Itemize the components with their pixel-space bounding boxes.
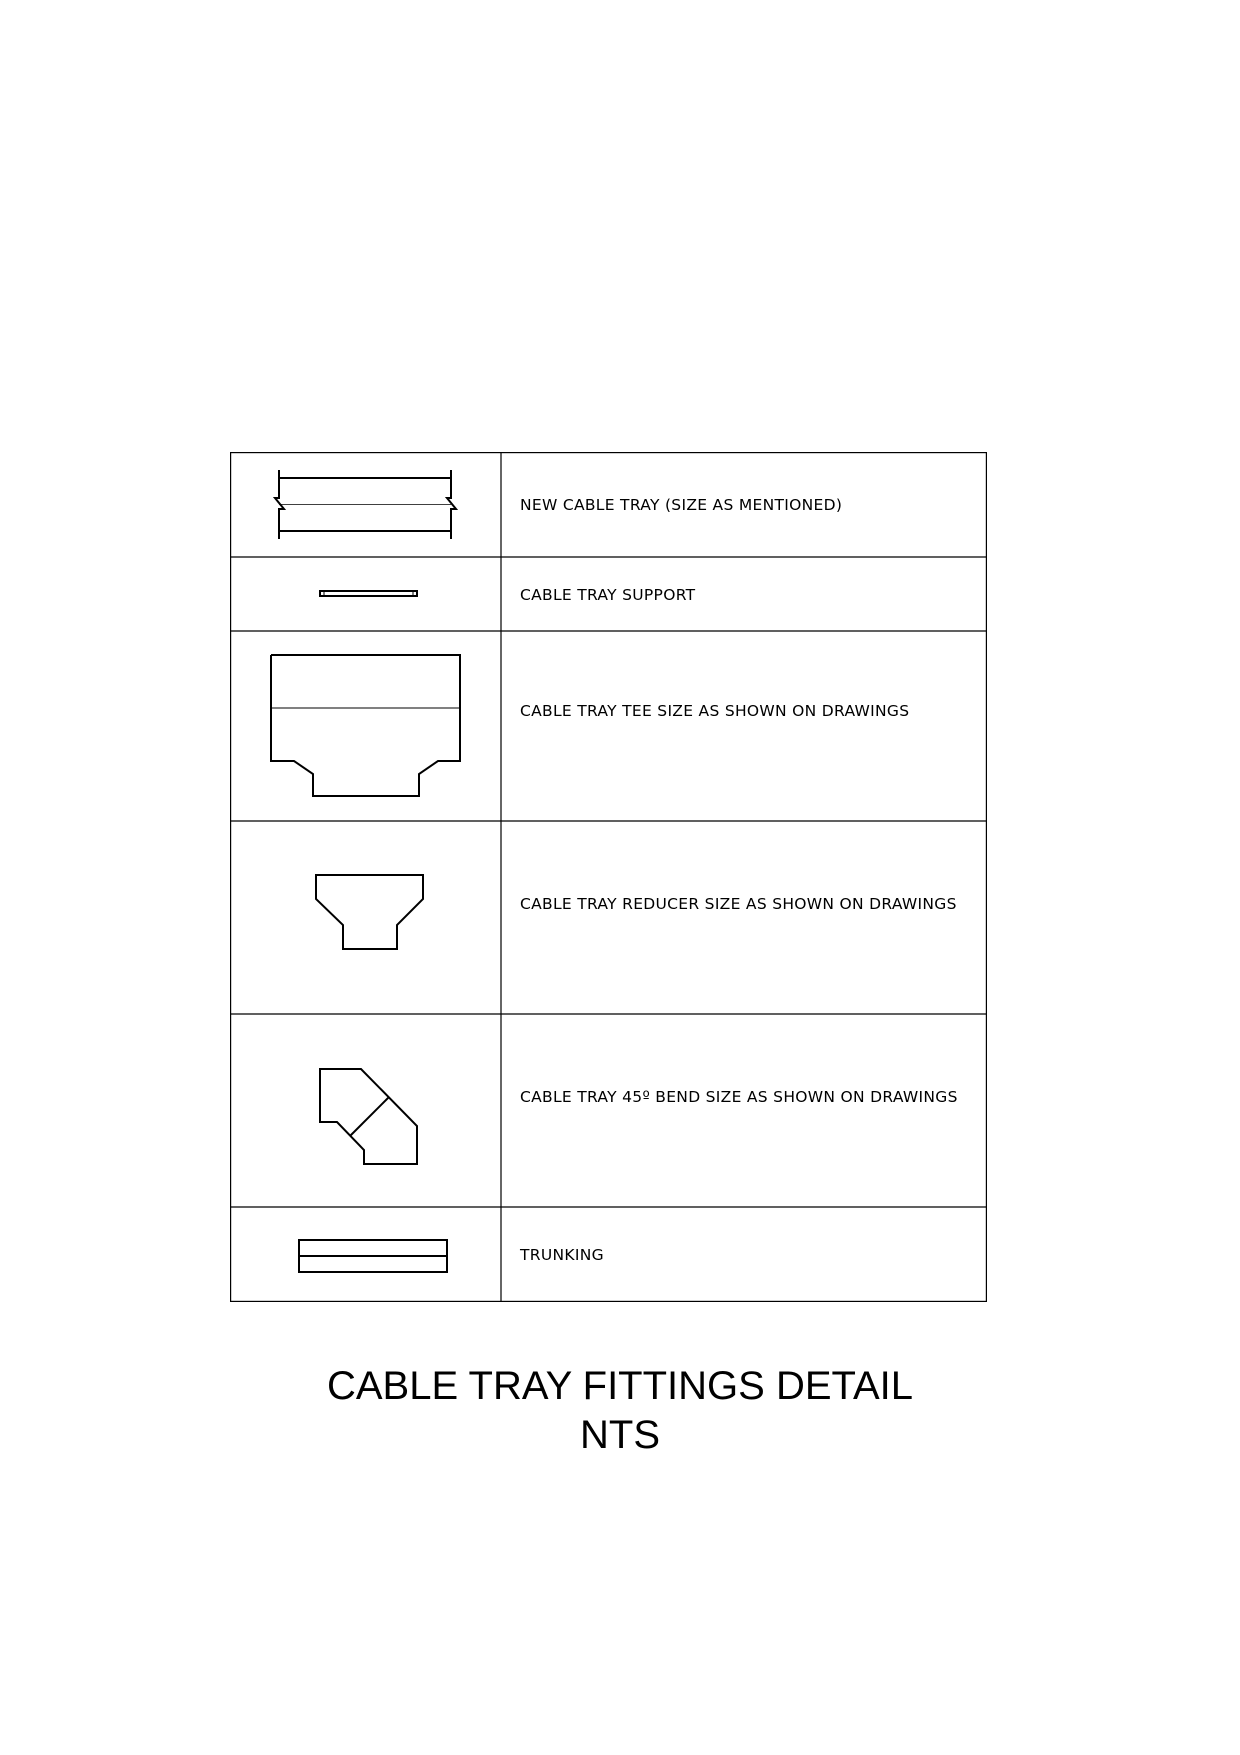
cable-tray-45-bend-symbol — [320, 1069, 417, 1164]
legend-label-cable-tray-45-bend: CABLE TRAY 45º BEND SIZE AS SHOWN ON DRAWINGS — [520, 1088, 958, 1106]
new-cable-tray-symbol — [275, 470, 456, 539]
trunking-symbol — [299, 1240, 447, 1272]
cable-tray-support-symbol — [320, 591, 417, 596]
legend-grid — [230, 452, 987, 1302]
legend-label-trunking: TRUNKING — [520, 1246, 604, 1264]
table-border — [231, 453, 987, 1302]
drawing-scale: NTS — [580, 1413, 660, 1457]
legend-label-cable-tray-tee: CABLE TRAY TEE SIZE AS SHOWN ON DRAWINGS — [520, 702, 910, 720]
legend-label-new-cable-tray: NEW CABLE TRAY (SIZE AS MENTIONED) — [520, 496, 843, 514]
legend-table — [230, 452, 987, 1302]
legend-label-cable-tray-reducer: CABLE TRAY REDUCER SIZE AS SHOWN ON DRAWINGS — [520, 895, 957, 913]
cable-tray-reducer-symbol — [316, 875, 423, 949]
drawing-title: CABLE TRAY FITTINGS DETAIL — [326, 1364, 914, 1408]
legend-label-cable-tray-support: CABLE TRAY SUPPORT — [520, 586, 696, 604]
cable-tray-tee-symbol — [271, 655, 460, 796]
